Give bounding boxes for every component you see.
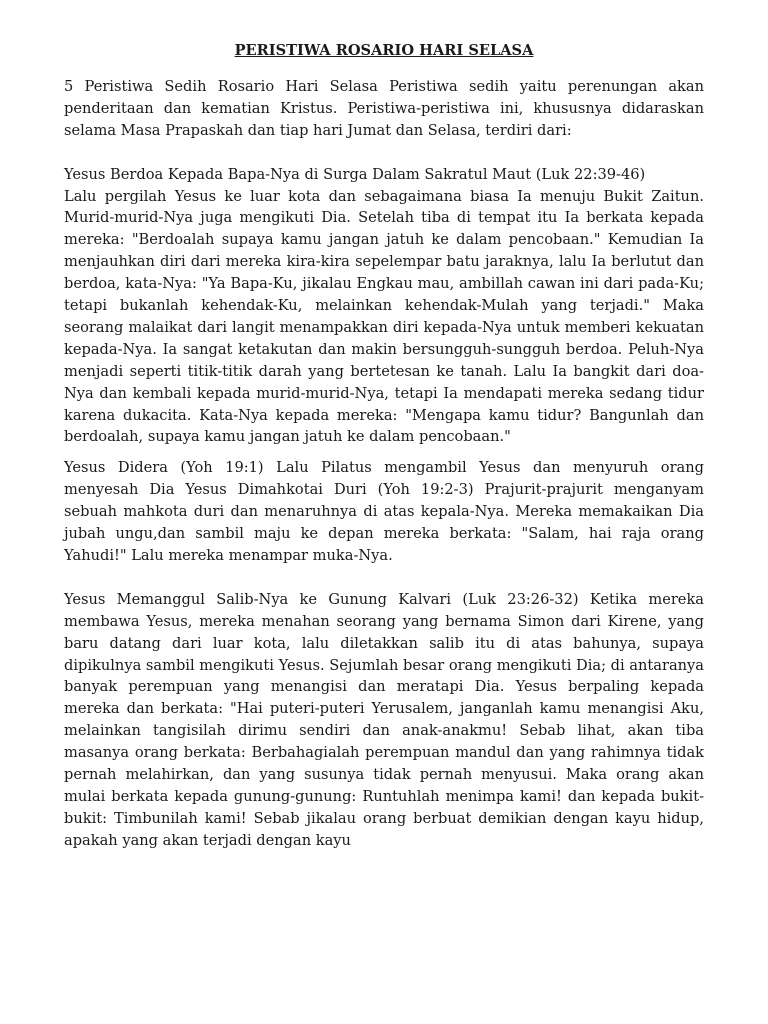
section1-body: Lalu pergilah Yesus ke luar kota dan sebagaimana biasa Ia menuju Bukit Zaitun. Murid-murid-Nya juga mengikuti Dia. Setelah tiba di tempat itu Ia berkata kepada mereka: "Berdoalah supaya kamu jangan jatuh ke dalam pencobaan." Kemudian Ia menjauhkan diri dari mereka kira-kira sepelempar batu jaraknya, lalu Ia berlutut dan berdoa, kata-Nya: "Ya Bapa-Ku, jikalau Engkau mau, ambillah cawan ini dari pada-Ku; tetapi bukanlah kehendak-Ku, melainkan kehendak-Mulah yang terjadi." Maka seorang malaikat dari langit menampakkan diri kepada-Nya untuk memberi kekuatan kepada-Nya. Ia sangat ketakutan dan makin bersungguh-sungguh berdoa. Peluh-Nya menjadi seperti titik-titik darah yang bertetesan ke tanah. Lalu Ia bangkit dari doa-Nya dan kembali kepada murid-murid-Nya, tetapi Ia mendapati mereka sedang tidur karena dukacita. Kata-Nya kepada mereka: "Mengapa kamu tidur? Bangunlah dan berdoalah, supaya kamu jangan jatuh ke dalam pencobaan." [64, 187, 704, 446]
spacer [64, 567, 704, 589]
section2-paragraph: Yesus Didera (Yoh 19:1) Lalu Pilatus mengambil Yesus dan menyuruh orang menyesah Dia Yesus Dimahkotai Duri (Yoh 19:2-3) Prajurit-prajurit menganyam sebuah mahkota duri dan menaruhnya di atas kepala-Nya. Mereka memakaikan Dia jubah ungu,dan sambil maju ke depan mereka berkata: "Salam, hai raja orang Yahudi!" Lalu mereka menampar muka-Nya. [64, 459, 704, 565]
intro-paragraph: 5 Peristiwa Sedih Rosario Hari Selasa Peristiwa sedih yaitu perenungan akan penderitaan dan kematian Kristus. Peristiwa-peristiwa ini, khususnya didaraskan selama Masa Prapaskah dan tiap hari Jumat dan Selasa, terdiri dari: [64, 78, 704, 139]
spacer [64, 448, 704, 457]
spacer [64, 142, 704, 164]
section3-paragraph: Yesus Memanggul Salib-Nya ke Gunung Kalvari (Luk 23:26-32) Ketika mereka membawa Yesus, mereka menahan seorang yang bernama Simon dari Kirene, yang baru datang dari luar kota, lalu diletakkan salib itu di atas bahunya, supaya dipikulnya sambil mengikuti Yesus. Sejumlah besar orang mengikuti Dia; di antaranya banyak perempuan yang menangisi dan meratapi Dia. Yesus berpaling kepada mereka dan berkata: "Hai puteri-puteri Yerusalem, janganlah kamu menangisi Aku, melainkan tangisilah dirimu sendiri dan anak-anakmu! Sebab lihat, akan tiba masanya orang berkata: Berbahagialah perempuan mandul dan yang rahimnya tidak pernah melahirkan, dan yang susunya tidak pernah menyusui. Maka orang akan mulai berkata kepada gunung-gunung: Runtuhlah menimpa kami! dan kepada bukit-bukit: Timbunilah kami! Sebab jikalau orang berbuat demikian dengan kayu hidup, apakah yang akan terjadi dengan kayu [64, 590, 704, 849]
document-page [64, 40, 704, 852]
document-title: PERISTIWA ROSARIO HARI SELASA [234, 42, 534, 59]
section1-heading: Yesus Berdoa Kepada Bapa-Nya di Surga Dalam Sakratul Maut (Luk 22:39-46) [64, 165, 646, 183]
